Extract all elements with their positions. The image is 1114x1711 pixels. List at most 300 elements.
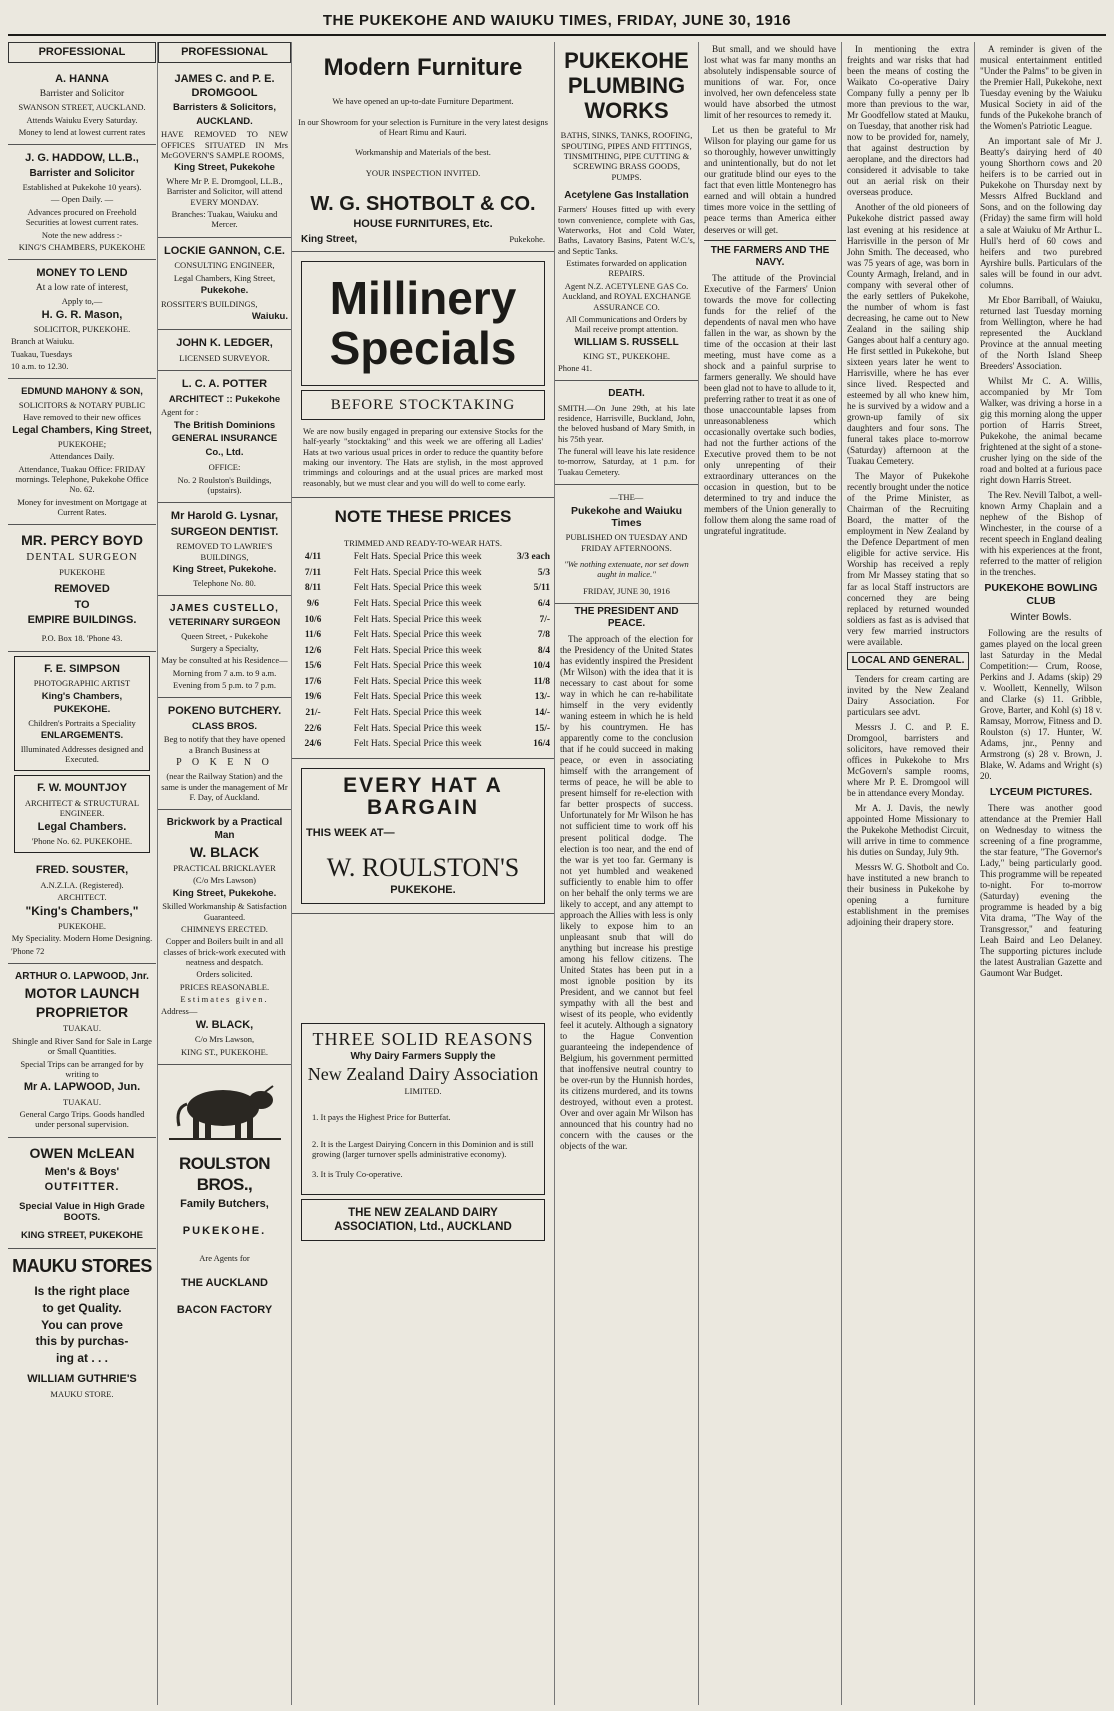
- news-paragraph: Messrs W. G. Shotbolt and Co. have instituted a new branch to their business in Pukekohe by opening a furniture establishment in the premises adjoining their drapery store.: [847, 862, 969, 928]
- ad-note: Illuminated Addresses designed and Executed.: [20, 743, 144, 765]
- ad-headline: Specials: [329, 322, 517, 375]
- price-original: 22/6: [304, 723, 322, 734]
- column-3: [291, 42, 554, 1705]
- price-special: 11/8: [533, 676, 550, 687]
- price-row: [295, 581, 551, 597]
- ad-note: Copper and Boilers built in and all classes of brick-work executed with neatness and despatch.: [163, 936, 286, 967]
- ad-name: Mr Harold G. Lysnar,: [170, 510, 279, 523]
- ad-potter: [158, 371, 291, 503]
- price-special: 7/-: [539, 614, 550, 625]
- ad-address: PUKEKOHE.: [53, 704, 111, 716]
- price-special: 5/11: [533, 583, 550, 594]
- ad-note: EMPIRE BUILDINGS.: [27, 614, 137, 627]
- ad-plumbing-works: [555, 42, 698, 381]
- price-label: Felt Hats. Special Price this week: [353, 567, 482, 578]
- ad-contact: H. G. R. Mason,: [41, 308, 123, 321]
- ad-note: Shingle and River Sand for Sale in Large or Small Quantities.: [12, 1035, 152, 1057]
- ad-pokeno-butchery: [158, 698, 291, 810]
- price-row: [295, 566, 551, 582]
- ad-reason: 1. It pays the Highest Price for Butterfat.: [312, 1112, 451, 1123]
- price-row: [295, 659, 551, 675]
- ad-title: PHOTOGRAPHIC ARTIST: [33, 678, 131, 689]
- ad-note: PRICES REASONABLE.: [179, 981, 270, 992]
- ad-title: Barristers & Solicitors,: [173, 102, 276, 114]
- news-paragraph: A reminder is given of the musical entertainment entitled "Under the Palms" to be given in the Premier Hall, Pukekohe, next Tuesday evening by the Waiuku Musical Society in aid of the funds of the Pukekohe branch of the Women's Patriotic League.: [980, 44, 1102, 132]
- ad-simpson: [14, 656, 150, 772]
- ad-title: PRACTICAL BRICKLAYER: [173, 862, 276, 873]
- ad-contact: WILLIAM GUTHRIE'S: [27, 1373, 137, 1386]
- ad-address: King Street, Pukekohe.: [172, 563, 277, 575]
- ad-address: Legal Chambers, King Street,: [12, 424, 152, 436]
- price-row: [295, 737, 551, 753]
- ad-note: 10 a.m. to 12.30.: [11, 361, 69, 372]
- ad-note: Estimates forwarded on application REPAIRS.: [566, 258, 687, 279]
- ad-address: SWANSON STREET, AUCKLAND.: [18, 102, 146, 113]
- paper-nameplate: [555, 485, 698, 604]
- ad-mclean: [8, 1138, 156, 1250]
- news-paragraph: Whilst Mr C. A. Willis, accompanied by Mr Tom Walker, was driving a horse in a gig this morning along the upper portion of Harris Street, Pukekohe, the animal became frightened at the sight of a stone-crusher lying on the side of the road and bolted at a furious pace right down Harris Street.: [980, 375, 1102, 486]
- ad-name: W. BLACK: [189, 843, 260, 860]
- article-continued: [699, 42, 841, 543]
- ad-note: Co., Ltd.: [205, 446, 244, 458]
- article-paragraph: The attitude of the Provincial Executive of the Farmers' Union towards the move for collecting funds for the relief of the dependents of naval men who have fallen in the war, as shown by the time of the occasion at their last meeting, must have come as a shock and a painful surprise to farmers generally. We should have been glad not to have to allude to it, preferring rather to treat it as one of those unaccountable lapses from unreasonableness which occasionally overtake such bodies, had not the further actions of the Executive proved them to be not only unrepenting of their extraordinary utterances on the occasion in question, but to be determined to try and induce the members of the Union generally to follow them along the same road of ungrateful ingratitude.: [704, 272, 836, 537]
- price-special: 6/4: [537, 598, 550, 609]
- price-label: Felt Hats. Special Price this week: [353, 676, 482, 687]
- before-stocktaking-box: [301, 390, 545, 420]
- ad-note: Special Trips can be arranged for by writing to: [20, 1058, 144, 1079]
- ad-name: MR. PERCY BOYD: [21, 532, 143, 549]
- ad-address: KING'S CHAMBERS, PUKEKOHE: [18, 241, 146, 252]
- price-row: [295, 613, 551, 629]
- section-heading: LYCEUM PICTURES.: [989, 786, 1093, 799]
- ad-mountjoy: [14, 775, 150, 853]
- ad-ledger: [158, 330, 291, 371]
- ad-address: Queen Street, - Pukekohe: [181, 630, 268, 641]
- section-header: PROFESSIONAL: [8, 42, 156, 63]
- ad-address: King Street, Pukekohe: [174, 162, 275, 174]
- ad-name: FRED. SOUSTER,: [35, 864, 129, 877]
- ad-title: VETERINARY SURGEON: [168, 617, 281, 629]
- ad-line: to get Quality.: [42, 1300, 122, 1315]
- ad-subhead: BEFORE STOCKTAKING: [330, 396, 516, 413]
- price-label: Felt Hats. Special Price this week: [353, 630, 482, 641]
- ad-note: Advances procured on Freehold Securities at lowest current rates.: [25, 206, 139, 228]
- ad-note: Special Value in High Grade BOOTS.: [19, 1200, 145, 1224]
- ad-name: ROULSTON BROS.,: [178, 1154, 271, 1195]
- ad-title: ARCHITECT & STRUCTURAL ENGINEER.: [24, 797, 140, 819]
- ad-subhead: TRIMMED AND READY-TO-WEAR HATS.: [343, 537, 503, 548]
- ad-title: CLASS BROS.: [192, 720, 257, 732]
- ad-note: Evening from 5 p.m. to 7 p.m.: [173, 680, 276, 691]
- price-original: 11/6: [304, 630, 322, 641]
- death-notice: [555, 381, 698, 485]
- ad-name: OWEN McLEAN: [29, 1144, 135, 1161]
- notice-heading: DEATH.: [608, 388, 645, 400]
- ad-note: Surgery a Specialty,: [190, 642, 259, 653]
- ad-body: Farmers' Houses fitted up with every town convenience, complete with Gas, Waterworks, Hot and Cold Water, Baths, Lavatory Basins, Patent W.C.'s, and Septic Tanks.: [558, 204, 695, 256]
- news-paragraph: In mentioning the extra freights and war risks that had been the means of costing the Waikato Co-operative Dairy Company fully a penny per lb more than previous to the war, Mr Goodfellow stated at Mauku, on Tuesday, that another risk had now to be provided for, namely, that against destruction by aeroplane, and the directors had considered it advisable to take out an aerial risk on their overseas produce.: [847, 44, 969, 198]
- ad-lapwood: [8, 964, 156, 1138]
- price-original: 7/11: [304, 567, 322, 578]
- article-heading: THE FARMERS AND THE NAVY.: [704, 240, 836, 269]
- ad-note: — Open Daily. —: [50, 194, 114, 205]
- nameplate-title: Pukekohe and Waiuku Times: [570, 504, 683, 530]
- ad-note: Established at Pukekohe 10 years).: [22, 182, 142, 193]
- ad-reason: 2. It is the Largest Dairying Concern in this Dominion and is still growing (larger turnover spells administrative economy).: [312, 1138, 534, 1159]
- ad-souster: [8, 857, 156, 964]
- ad-note: The British Dominions: [173, 419, 276, 431]
- ad-address: King's Chambers,: [41, 690, 123, 702]
- ad-note: All Communications and Orders by Mail receive prompt attention.: [565, 313, 688, 335]
- ad-mauku-stores: [8, 1249, 156, 1406]
- ad-lockie: [158, 238, 291, 331]
- ad-address: Pukekohe.: [509, 233, 545, 244]
- news-paragraph: Messrs J. C. and P. E. Dromgool, barristers and solicitors, have removed their offices in Pukekohe to Mrs McGovern's sample rooms, where Mr P. E. Dromgool will be in attendance every Monday.: [847, 721, 969, 798]
- ad-note: Note the new address :-: [41, 229, 123, 240]
- news-column: [842, 42, 974, 934]
- price-row: [295, 644, 551, 660]
- ad-address: TUAKAU.: [62, 1023, 101, 1034]
- ad-name: W. ROULSTON'S: [326, 853, 520, 883]
- ad-list: BATHS, SINKS, TANKS, ROOFING, SPOUTING, PIPES AND FITTINGS, TINSMITHING, PIPE CUTTING & SCREWING BRASS GOODS, PUMPS.: [560, 130, 693, 182]
- dairy-footer-box: [301, 1199, 545, 1241]
- ad-headline: PUKEKOHE: [564, 48, 689, 73]
- millinery-box: [301, 261, 545, 386]
- ad-address: P O K E N O: [176, 757, 273, 769]
- ad-note: Skilled Workmanship & Satisfaction Guaranteed.: [162, 901, 287, 922]
- article-paragraph: Let us then be grateful to Mr Wilson for playing our game for us so thoroughly, however unwittingly and unintentionally, but do not let our gratitude blind our eyes to the fact that even little Montenegro has earned and will obtain a hundred times more voice in the settling of peace terms than America either deserves or will get.: [704, 125, 836, 235]
- ad-address: King Street,: [301, 233, 358, 245]
- ad-headline: NOTE THESE PRICES: [334, 507, 512, 527]
- nameplate-the: —THE—: [609, 492, 644, 503]
- ad-note: My Speciality. Modern Home Designing.: [11, 933, 153, 944]
- ad-dromgool: [158, 66, 291, 237]
- ad-title: SURGEON DENTIST.: [170, 525, 279, 538]
- ad-address: PUKEKOHE.: [390, 883, 456, 896]
- ad-subhead: Acetylene Gas Installation: [564, 190, 689, 202]
- ad-headline: WORKS: [584, 98, 669, 124]
- ad-w-black: [158, 810, 291, 1064]
- nameplate-date: FRIDAY, JUNE 30, 1916: [583, 585, 670, 596]
- ad-subhead: Why Dairy Farmers Supply the: [350, 1050, 496, 1062]
- price-special: 14/-: [534, 707, 550, 718]
- news-paragraph: The Mayor of Pukekohe recently brought under the notice of the Prime Minister, as Chairman of the Recruiting Board, the matter of the employment in New Zealand by the Defence Department of men eligible for active service. His Worship has received a reply from Mr Massey stating that so far as local Staff instructors are concerned they are being replaced by returned wounded soldiers as fast as is advised that very few married instructors were available.: [847, 471, 969, 647]
- ad-body: We have opened an up-to-date Furniture Department.: [332, 96, 514, 107]
- price-label: Felt Hats. Special Price this week: [353, 598, 482, 609]
- ad-note: HAVE REMOVED TO NEW OFFICES SITUATED IN Mrs McGOVERN'S SAMPLE ROOMS,: [161, 129, 288, 161]
- ad-contact: Mr A. LAPWOOD, Jun.: [23, 1081, 141, 1094]
- ad-note: Have removed to their new offices: [23, 412, 141, 423]
- ad-note: Telephone No. 80.: [193, 577, 256, 588]
- ad-note: Branch at Waiuku.: [11, 336, 75, 347]
- price-row: [295, 706, 551, 722]
- ad-headline: Millinery: [329, 272, 517, 325]
- price-original: 9/6: [306, 598, 320, 609]
- price-row: [295, 597, 551, 613]
- price-label: Felt Hats. Special Price this week: [353, 552, 482, 563]
- ad-title: OUTFITTER.: [44, 1181, 120, 1194]
- price-original: 4/11: [304, 552, 322, 563]
- ad-roulston-bros: [158, 1065, 291, 1325]
- ad-note: Phone 41.: [558, 363, 592, 374]
- bull-illustration: [165, 1074, 285, 1144]
- ad-headline: THREE SOLID REASONS: [312, 1028, 534, 1049]
- price-table: [295, 550, 551, 753]
- ad-address: PUKEKOHE: [59, 566, 105, 577]
- ad-address: Pukekohe.: [200, 284, 249, 296]
- ad-address: King Street, Pukekohe.: [172, 887, 277, 899]
- price-special: 10/4: [533, 661, 550, 672]
- ad-line: You can prove: [41, 1317, 123, 1332]
- ad-name: W. G. SHOTBOLT & CO.: [310, 193, 536, 216]
- ad-title: HOUSE FURNITURES, Etc.: [353, 218, 493, 231]
- ad-every-hat-a-bargain: [292, 759, 554, 914]
- ad-note: Address—: [161, 1006, 198, 1017]
- price-row: [295, 690, 551, 706]
- ad-body: Workmanship and Materials of the best.: [355, 147, 491, 158]
- ad-note: 'Phone 72: [11, 945, 45, 956]
- ad-name: POKENO BUTCHERY.: [167, 705, 282, 718]
- ad-name: F. E. SIMPSON: [44, 662, 120, 675]
- ad-boyd: [8, 525, 156, 651]
- news-paragraph: Another of the old pioneers of Pukekohe district passed away last evening at his residence at Harrisville in the person of Mr John Smith. The deceased, who was 75 years of age, was born in County Armagh, Ireland, and in company with several other of the early settlers of Pukekohe, the number of whom is fast decreasing, he came out to New Zealand in the sailing ship Ganges about half a century ago. He first settled in Pukekohe, but sixteen years later he went to Harrisville, where he has ever since lived. Respected and esteemed by all who knew him, he is survived by a widow and a grown-up family of six daughters and four sons. The funeral takes place to-morrow (Saturday) afternoon at the Tuakau Cemetery.: [847, 202, 969, 467]
- price-original: 8/11: [304, 583, 322, 594]
- article-paragraph: The approach of the election for the Presidency of the United States has evidently inspired the President (Mr Wilson) with the idea that it is necessary to cast about for some way in which he can re-habilitate himself in the very evidently waning esteem in which he is held by his countrymen. He has apparently come to the conclusion that if he could succeed in making peace, or even in associating himself with the arrangement of terms of peace, he will be able to present himself for re-election with far better prospects of success. Unfortunately for Mr Wilson he has not sufficient time to work off his present political dodge. The election is too near, and the end of the war is yet too far. Germany is not yet humbled and weakened sufficiently to enable him to offer on her behalf the only terms we are likely to accept, and any attempt to approach the Allies with less is only likely to expose him to an unpleasant snub that will do anything but increase his prestige among his fellow citizens. The United States has been put in a most ignoble position by its President, and we cannot but feel sympathy with all the best and wisest of its people, who evidently feel it acutely. Although a signatory to the Hague Convention guaranteeing the independence of Belgium, his government permitted that inoffensive neutral country to be over-run by the Hunnish hordes, its citizens murdered, and its towns destroyed, without even a protest. Over and over again Mr Wilson has announced that his country had no concern with the causes or the objects of the war.: [560, 633, 693, 1152]
- ad-note: 'Phone No. 62. PUKEKOHE.: [31, 835, 133, 846]
- ad-note: Money for investment on Mortgage at Current Rates.: [17, 496, 147, 518]
- ad-address: AUCKLAND.: [196, 115, 253, 127]
- ad-address: MAUKU STORE.: [50, 1388, 114, 1399]
- ad-name: LOCKIE GANNON, C.E.: [163, 244, 285, 257]
- ad-note: P.O. Box 18. 'Phone 43.: [41, 633, 123, 644]
- ad-title: LIMITED.: [404, 1085, 442, 1096]
- price-label: Felt Hats. Special Price this week: [353, 645, 482, 656]
- column-4: [554, 42, 698, 1705]
- price-label: Felt Hats. Special Price this week: [353, 583, 482, 594]
- ad-note: (C/o Mrs Lawson): [193, 875, 256, 886]
- ad-note: OFFICE:: [208, 462, 241, 473]
- ad-name: F. W. MOUNTJOY: [37, 782, 127, 795]
- column-2: [157, 42, 291, 1705]
- ad-name: J. G. HADDOW, LL.B.,: [25, 152, 139, 165]
- price-original: 12/6: [304, 645, 322, 656]
- ad-name: L. C. A. POTTER: [181, 378, 268, 391]
- article-paragraph: But small, and we should have lost what was far many months an absolutely indispensable source of munitions of war. For, once involved, her own defenceless state would have absorbed the utmost limit of her resources to remedy it.: [704, 44, 836, 121]
- price-original: 10/6: [304, 614, 322, 625]
- ad-address-row: [295, 234, 551, 246]
- ad-body: We are now busily engaged in preparing our extensive Stocks for the half-yearly "stocktaking" and this week we are offering all Ladies' Hats at two various usual prices in order to reduce the quantity before making our inventory. The Hats are stylish, in the most approved trimmings and colourings and at the usual prices are marked most reasonably, but we must clear and you will do well to come early.: [303, 425, 543, 488]
- notice-text: SMITH.—On June 29th, at his late residence, Harrisville, Buckland, John, the beloved husband of Mary Smith, in his 75th year.: [558, 402, 695, 444]
- ad-note: REMOVED: [54, 583, 110, 596]
- ad-note: May be consulted at his Residence—: [161, 655, 288, 666]
- news-paragraph: There was another good attendance at the Premier Hall on Wednesday to witness the screening of a fine programme, the star feature, "The Governor's Lady," being particularly good. This programme will be repeated to-night. For to-morrow (Saturday) evening the programme is headed by a big Vita drama, "The Way of the Transgressor," and featuring Leah Baird and Leo Delaney. The supporting pictures include the latest Australian Gazette and Gaumont War Budget.: [980, 802, 1102, 979]
- ad-address: "King's Chambers,": [25, 904, 139, 919]
- price-row: [295, 628, 551, 644]
- ad-address: KING ST., PUKEKOHE.: [583, 350, 670, 361]
- column-1: [8, 42, 156, 1705]
- ad-note: GENERAL INSURANCE: [171, 433, 278, 445]
- news-paragraph: Mr A. J. Davis, the newly appointed Home Missionary to the Pukekohe Methodist Circuit, will arrive in time to commence his duties on Sunday, July 9th.: [847, 803, 969, 858]
- price-label: Felt Hats. Special Price this week: [353, 739, 482, 750]
- ad-note: Attends Waiuku Every Saturday.: [26, 114, 138, 125]
- ad-mahony: [8, 379, 156, 525]
- ad-name: MAUKU STORES: [12, 1256, 152, 1277]
- ad-name: EDMUND MAHONY & SON,: [21, 386, 143, 398]
- ad-body: In our Showroom for your selection is Furniture in the very latest designs of Heart Rimu and Kauri.: [298, 116, 548, 137]
- ad-note: Agent N.Z. ACETYLENE GAS Co. Auckland, and ROYAL EXCHANGE ASSURANCE CO.: [562, 280, 691, 312]
- ad-note: Beg to notify that they have opened a Branch Business at: [163, 734, 286, 755]
- ad-headline: EVERY HAT A BARGAIN: [343, 773, 503, 819]
- price-original: 21/-: [305, 707, 321, 718]
- price-row: [295, 722, 551, 738]
- ad-note: Attendance, Tuakau Office: FRIDAY mornings. Telephone, Pukekohe Office No. 62.: [15, 463, 149, 495]
- ad-name: MONEY TO LEND: [36, 267, 128, 280]
- article-president-peace: [555, 604, 698, 1158]
- ad-haddow: [8, 145, 156, 260]
- ad-headline: MOTOR LAUNCH: [24, 985, 140, 1002]
- ad-line: this by purchas-: [35, 1334, 129, 1349]
- ad-title: LICENSED SURVEYOR.: [179, 352, 270, 363]
- ad-note: BACON FACTORY: [176, 1304, 273, 1317]
- ad-name: New Zealand Dairy Association: [307, 1063, 539, 1084]
- ad-custello: [158, 596, 291, 699]
- news-paragraph: An important sale of Mr J. Beatty's dairying herd of 40 young Shorthorn cows and 20 heifers is to be carried out in Pukekohe on Thursday next by Messrs Alfred Buckland and Sons, and on the following day (Friday) the same firm will hold a sale at Waiuku of Mr Arthur L. Hull's herd of 60 cows and heifers and two purebred Ayrshire bulls. Particulars of the sales will be found in our advt. columns.: [980, 136, 1102, 290]
- ad-note: Children's Portraits a Speciality: [28, 717, 136, 728]
- news-paragraph: Mr Ebor Barriball, of Waiuku, returned last Tuesday morning from Wellington, where he had represented the Auckland Province at the annual meeting of the North Island Sheep Breeders' Association.: [980, 294, 1102, 371]
- ad-line: Is the right place: [34, 1284, 130, 1299]
- price-special: 3/3 each: [517, 552, 550, 563]
- ad-note: Branches: Tuakau, Waiuku and Mercer.: [171, 209, 278, 230]
- nameplate-motto: "We nothing extenuate, nor set down aught in malice.": [564, 558, 689, 580]
- section-header: PROFESSIONAL: [158, 42, 291, 63]
- news-paragraph: Following are the results of games played on the local green last Saturday in the Medal Competition:— Crum, Roose, Perkins and J. Adams (skip) 29 v. Woollett, Kennelly, Wilson and Clarke (s) 11. Gribble, Grove, Barter, and Kohl (s) 18 v. Ramsay, Morrow, Fitness and D. Roulston (s) 17. Hunter, W. Adams, jnr., Penny and Armstrong (s) 28 v. Brown, J. Blake, W. Adams and Wright (s) 20.: [980, 627, 1102, 782]
- ad-name: WILLIAM S. RUSSELL: [574, 336, 679, 348]
- masthead: THE PUKEKOHE AND WAIUKU TIMES, FRIDAY, JUNE 30, 1916: [8, 8, 1106, 36]
- article-heading: THE PRESIDENT AND PEACE.: [574, 605, 679, 629]
- ad-line: ing at . . .: [55, 1350, 108, 1365]
- ad-note: General Cargo Trips. Goods handled under personal supervision.: [19, 1109, 145, 1130]
- ad-name: ARTHUR O. LAPWOOD, Jnr.: [15, 971, 149, 983]
- ad-note: Agent for :: [161, 407, 199, 418]
- ad-note: REMOVED TO LAWRIE'S BUILDINGS,: [176, 541, 273, 562]
- ad-note: THE AUCKLAND: [181, 1277, 268, 1290]
- ad-note: At a low rate of interest,: [35, 282, 129, 293]
- ad-millinery: [292, 252, 554, 498]
- news-column: [975, 42, 1107, 985]
- ad-note-these-prices: [292, 498, 554, 759]
- ad-address: C/o Mrs Lawson,: [194, 1034, 255, 1045]
- ad-note: Are Agents for: [199, 1252, 250, 1263]
- price-special: 16/4: [533, 739, 550, 750]
- bargain-box: [301, 768, 545, 904]
- ad-title: SOLICITORS & NOTARY PUBLIC: [18, 399, 146, 410]
- ad-note: CHIMNEYS ERECTED.: [181, 923, 268, 934]
- notice-text: The funeral will leave his late residence to-morrow, Saturday, at 1 p.m. for Tuakau Cemetery.: [558, 446, 695, 477]
- ad-note: Tuakau, Tuesdays: [11, 348, 73, 359]
- ad-address: Waiuku.: [251, 310, 288, 322]
- ad-title: A.N.Z.I.A. (Registered).: [40, 879, 124, 890]
- ad-nz-dairy: [292, 1014, 554, 1250]
- ad-title: SOLICITOR, PUKEKOHE.: [33, 323, 131, 334]
- section-subheading: Winter Bowls.: [1010, 611, 1072, 623]
- ad-address: No. 2 Roulston's Buildings, (upstairs).: [177, 474, 272, 496]
- ad-money-to-lend: [8, 260, 156, 379]
- ad-note: Estimates given.: [180, 994, 269, 1005]
- column-4b: [698, 42, 841, 1705]
- price-original: 24/6: [304, 739, 322, 750]
- ad-address: PUKEKOHE;: [57, 438, 107, 449]
- ad-title: ARCHITECT :: Pukekohe: [168, 393, 281, 405]
- ad-body: YOUR INSPECTION INVITED.: [365, 167, 481, 178]
- ad-title: CONSULTING ENGINEER,: [174, 260, 275, 271]
- ad-note: ENLARGEMENTS.: [40, 730, 124, 742]
- price-label: Felt Hats. Special Price this week: [353, 614, 482, 625]
- ad-name: A. HANNA: [55, 73, 109, 86]
- ad-address: KING ST., PUKEKOHE.: [181, 1046, 268, 1057]
- price-row: [295, 550, 551, 566]
- ad-address: PUKEKOHE.: [58, 921, 106, 932]
- ad-note: (near the Railway Station) and the same is under the management of Mr F. Day, of Auckland.: [161, 771, 288, 803]
- ad-headline: Modern Furniture: [323, 54, 523, 81]
- ad-address: PUKEKOHE.: [182, 1225, 267, 1238]
- ad-note: Attendances Daily.: [49, 451, 115, 462]
- section-heading: LOCAL AND GENERAL.: [847, 652, 969, 670]
- nameplate-publishing: PUBLISHED ON TUESDAY AND FRIDAY AFTERNOONS.: [565, 532, 688, 553]
- ad-title: Family Butchers,: [180, 1197, 269, 1210]
- price-special: 5/3: [537, 567, 550, 578]
- column-6: [974, 42, 1107, 1705]
- dairy-box: [301, 1023, 545, 1195]
- ad-title: DENTAL SURGEON: [26, 551, 138, 564]
- section-heading: PUKEKOHE BOWLING CLUB: [984, 582, 1098, 608]
- ad-hanna: [8, 66, 156, 145]
- ad-modern-furniture: [292, 42, 554, 252]
- ad-headline: PROPRIETOR: [35, 1004, 129, 1021]
- ad-note: Orders solicited.: [196, 969, 253, 980]
- ad-note: Where Mr P. E. Dromgool, LL.B., Barrister and Solicitor, will attend EVERY MONDAY.: [166, 176, 283, 207]
- price-label: Felt Hats. Special Price this week: [353, 723, 482, 734]
- price-label: Felt Hats. Special Price this week: [353, 707, 482, 718]
- ad-note: Morning from 7 a.m. to 9 a.m.: [172, 667, 277, 678]
- price-special: 13/-: [534, 692, 550, 703]
- ad-title: Barrister and Solicitor: [39, 88, 125, 99]
- ad-note: Apply to,—: [61, 296, 103, 307]
- ad-title: ARCHITECT.: [57, 892, 107, 903]
- price-original: 17/6: [304, 676, 322, 687]
- ad-title: Barrister and Solicitor: [29, 167, 135, 179]
- price-special: 8/4: [537, 645, 550, 656]
- ad-address: KING STREET, PUKEKOHE: [21, 1229, 143, 1241]
- ad-name: JOHN K. LEDGER,: [176, 337, 273, 350]
- ad-address: Legal Chambers.: [37, 820, 127, 833]
- ad-title: Men's & Boys': [44, 1165, 120, 1178]
- price-special: 15/-: [534, 723, 550, 734]
- price-original: 19/6: [304, 692, 322, 703]
- ad-reason: 3. It is Truly Co-operative.: [312, 1169, 403, 1180]
- ad-note: Money to lend at lowest current rates: [18, 127, 146, 138]
- ad-name: JAMES C. and P. E. DROMGOOL: [174, 73, 275, 99]
- price-label: Felt Hats. Special Price this week: [353, 661, 482, 672]
- ad-subhead: THIS WEEK AT—: [306, 826, 395, 839]
- ad-contact: W. BLACK,: [195, 1018, 254, 1031]
- price-special: 7/8: [537, 630, 550, 641]
- ad-footer: THE NEW ZEALAND DAIRY ASSOCIATION, Ltd., AUCKLAND: [334, 1206, 512, 1233]
- price-row: [295, 675, 551, 691]
- column-5: [841, 42, 974, 1705]
- price-label: Felt Hats. Special Price this week: [353, 692, 482, 703]
- ad-address: TUAKAU.: [62, 1096, 101, 1107]
- ad-headline: Brickwork by a Practical Man: [166, 817, 283, 841]
